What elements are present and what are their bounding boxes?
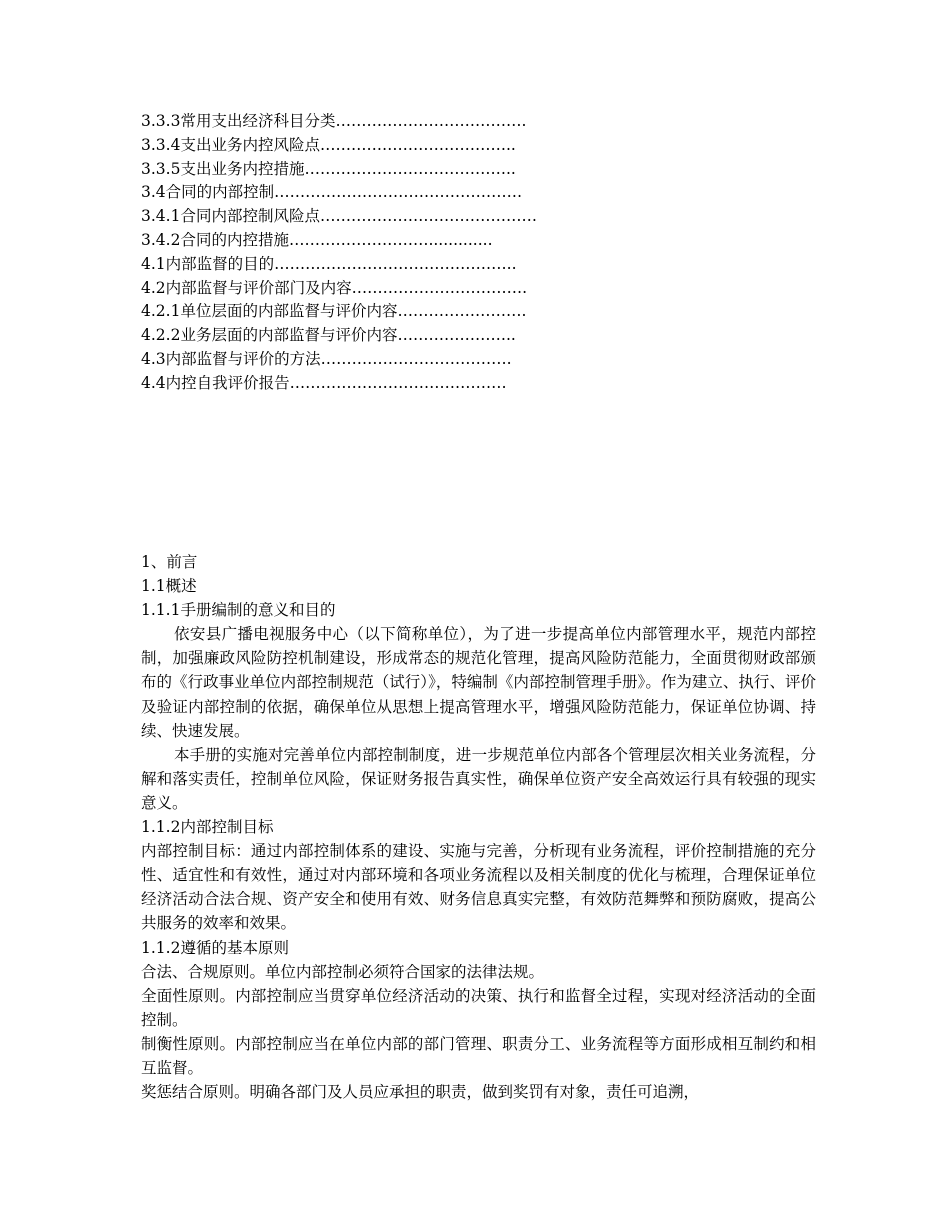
toc-entry[interactable]: 3.4.2合同的内控措施………………………............. xyxy=(141,230,493,249)
subsection-heading: 1.1.1手册编制的意义和目的 xyxy=(141,601,336,620)
toc-entry[interactable]: 4.2.1单位层面的内部监督与评价内容……………………. xyxy=(141,302,527,321)
subsection-heading: 1.1概述 xyxy=(141,577,197,596)
subsection-heading: 1.1.2遵循的基本原则 xyxy=(141,938,289,957)
toc-entry[interactable]: 3.4合同的内部控制………………………………………… xyxy=(141,183,523,202)
subsection-heading: 1.1.2内部控制目标 xyxy=(141,818,274,837)
paragraph: 全面性原则。内部控制应当贯穿单位经济活动的决策、执行和监督全过程，实现对经济活动的全面控制。 xyxy=(141,986,816,1029)
paragraph: 本手册的实施对完善单位内部控制制度，进一步规范单位内部各个管理层次相关业务流程，分解和落实责任，控制单位风险，保证财务报告真实性，确保单位资产安全高效运行具有较强的现实意义。 xyxy=(141,745,816,812)
toc-entry[interactable]: 4.3内部监督与评价的方法………………………………. xyxy=(141,349,512,368)
document-body xyxy=(141,550,816,1104)
toc-entry[interactable]: 3.3.5支出业务内控措施………………………………….. xyxy=(141,159,516,178)
paragraph: 内部控制目标：通过内部控制体系的建设、实施与完善，分析现有业务流程，评价控制措施的充分性、适宜性和有效性，通过对内部环境和各项业务流程以及相关制度的优化与梳理，合理保证单位经济活动合法合规、资产安全和使用有效、财务信息真实完整，有效防范舞弊和预防腐败，提高公共服务的效率和效果。 xyxy=(141,842,816,933)
toc-entry[interactable]: 4.4内控自我评价报告…………………………………… xyxy=(141,373,507,392)
paragraph: 依安县广播电视服务中心（以下简称单位），为了进一步提高单位内部管理水平，规范内部控制，加强廉政风险防控机制建设，形成常态的规范化管理，提高风险防范能力，全面贯彻财政部颁布的《行政事业单位内部控制规范（试行）》，特编制《内部控制管理手册》。作为建立、执行、评价及验证内部控制的依据，确保单位从思想上提高管理水平，增强风险防范能力，保证单位协调、持续、快速发展。 xyxy=(141,625,816,740)
toc-entry[interactable]: 4.1内部监督的目的……………………………………….. xyxy=(141,254,517,273)
toc-entry[interactable]: 3.3.4支出业务内控风险点……………………………….. xyxy=(141,135,516,154)
paragraph: 合法、合规原则。单位内部控制必须符合国家的法律法规。 xyxy=(141,962,545,981)
paragraph: 奖惩结合原则。明确各部门及人员应承担的职责，做到奖罚有对象，责任可追溯， xyxy=(141,1083,700,1102)
toc-entry[interactable]: 3.3.3常用支出经济科目分类………………………………. xyxy=(141,112,527,130)
section-heading: 1、前言 xyxy=(141,553,198,571)
toc-entry[interactable]: 4.2内部监督与评价部门及内容……………………………. xyxy=(141,278,528,297)
table-of-contents xyxy=(141,110,661,396)
toc-entry[interactable]: 4.2.2业务层面的内部监督与评价内容………………….. xyxy=(141,326,516,345)
toc-entry[interactable]: 3.4.1合同内部控制风险点…………………………………… xyxy=(141,207,537,226)
paragraph: 制衡性原则。内部控制应当在单位内部的部门管理、职责分工、业务流程等方面形成相互制约和相互监督。 xyxy=(141,1034,816,1077)
